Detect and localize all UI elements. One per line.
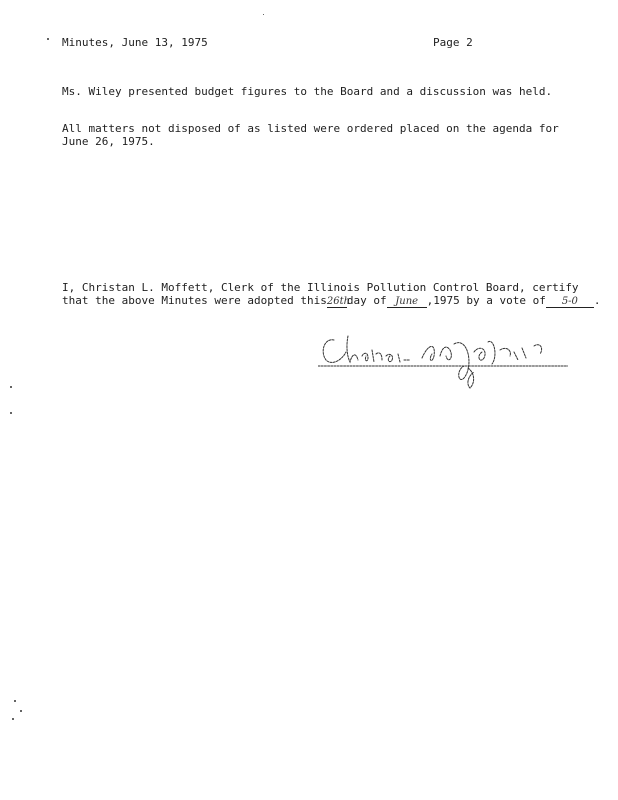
certification-period: . — [593, 294, 601, 307]
certification-line-1: I, Christan L. Moffett, Clerk of the Illinois Pollution Control Board, certify — [62, 281, 579, 294]
month-fill: June — [387, 296, 427, 308]
certification-text-c: ,1975 by a vote of — [426, 294, 546, 307]
header-title: Minutes, June 13, 1975 — [62, 36, 208, 49]
handwritten-signature — [318, 326, 568, 396]
paragraph-budget: Ms. Wiley presented budget figures to the Board and a discussion was held. — [62, 85, 553, 98]
certification-line-2 — [62, 294, 601, 308]
scan-speck — [263, 14, 264, 15]
paragraph-agenda-line-1: All matters not disposed of as listed were ordered placed on the agenda for — [62, 122, 559, 135]
certification-text-a: that the above Minutes were adopted this — [62, 294, 327, 307]
scan-speck — [14, 700, 16, 702]
day-fill: 26th — [326, 296, 351, 307]
certification-text-b: day of — [346, 294, 387, 307]
vote-fill: 5-0 — [546, 296, 594, 308]
page-number: Page 2 — [433, 36, 473, 49]
scan-speck — [47, 38, 49, 40]
scan-speck — [10, 412, 12, 414]
paragraph-agenda-line-2: June 26, 1975. — [62, 135, 155, 148]
scan-speck — [10, 386, 12, 388]
scan-speck — [12, 718, 14, 720]
scan-speck — [20, 710, 22, 712]
